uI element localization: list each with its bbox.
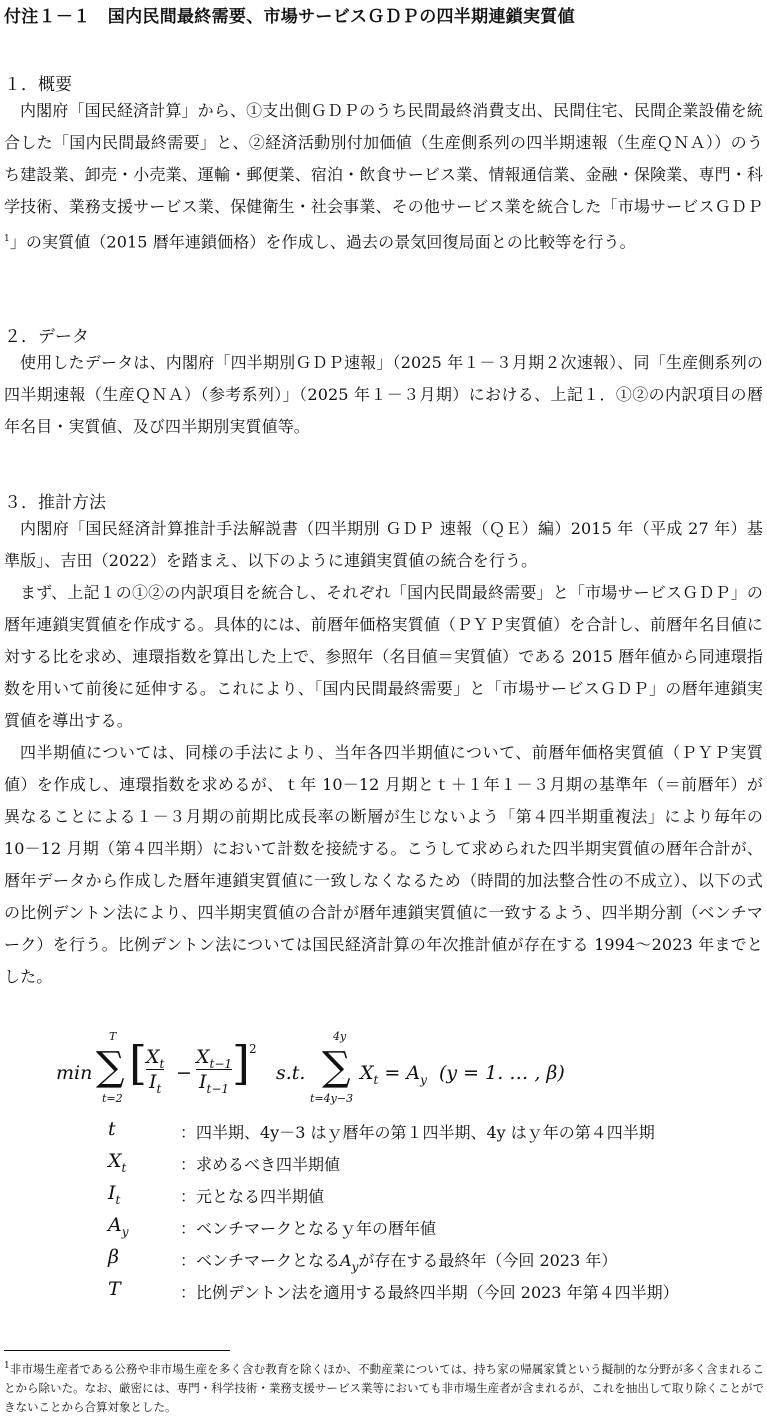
section-heading-data: ２．データ [4,327,89,347]
definition-symbol: $I_t$ [108,1182,121,1207]
formula-subject-to: s.t. [276,1062,306,1084]
definition-symbol: $A_y$ [108,1214,129,1239]
definition-row [108,1150,758,1180]
footnote [4,1357,764,1417]
definition-text: ：元となる四半期値 [180,1187,325,1206]
fraction-numerator-prev: $X_{t-1}$ [196,1046,233,1071]
document-title: 付注１－１ 国内民間最終需要、市場サービスＧＤＰの四半期連鎖実質値 [4,7,575,27]
sum2-sigma: ∑ [322,1044,351,1090]
footnote-marker: 1 [4,1361,10,1371]
section-heading-method: ３．推計方法 [4,493,106,513]
fraction-denominator-prev: $I_{t-1}$ [199,1071,230,1096]
right-bracket: ] [232,1036,250,1090]
definition-symbol: t [108,1118,116,1140]
formula-min: min [56,1062,93,1084]
definition-row [108,1278,758,1308]
fraction-xprev-iprev [196,1046,233,1096]
footnote-reference[interactable]: 1 [4,234,10,244]
definition-text: ：四半期、4y－3 はｙ暦年の第１四半期、4y はｙ年の第４四半期 [180,1123,655,1142]
sum2-lower-limit: t=4y−3 [310,1092,354,1105]
sum1-sigma: ∑ [96,1044,125,1090]
sum1-lower-limit: t=2 [102,1092,123,1105]
overview-text-before-note: 内閣府「国民経済計算」から、①支出側ＧＤＰのうち民間最終消費支出、民間住宅、民間企業設備を統合した「国内民間最終需要」と、②経済活動別付加価値（生産側系列の四半期速報（生産ＱＮＡ））のうち建設業、卸売・小売業、運輸・郵便業、宿泊・飲食サービス業、情報通信業、金融・保険業、専門・科学技術、業務支援サービス業、保健衛生・社会事業、その他サービス業を統合した「市場サービスＧＤＰ [4,101,763,216]
definition-row [108,1214,758,1244]
sum2-upper-limit: 4y [333,1030,347,1043]
definition-text: ：求めるべき四半期値 [180,1155,341,1174]
definition-text: ：ベンチマークとなる$A_y$が存在する最終年（今回 2023 年） [180,1251,618,1274]
left-bracket: [ [129,1036,147,1090]
definition-row [108,1118,758,1148]
method-paragraph-2: まず、上記１の①②の内訳項目を統合し、それぞれ「国内民間最終需要」と「市場サービスＧＤＰ」の暦年連鎖実質値を作成する。具体的には、前暦年価格実質値（ＰＹＰ実質値）を合計し、前暦年名目値に対する比を求め、連環指数を算出した上で、参照年（名目値＝実質値）である 2015 暦年値から同連環指数を用いて前後に延伸する。これにより、「国内民間最終需要」と「市場サービスＧＤＰ」の暦年連鎖実質値を導出する。 [4,583,763,730]
formula-minus: − [176,1062,192,1084]
definition-symbol: $X_t$ [108,1150,127,1175]
definition-row [108,1182,758,1212]
fraction-denominator: $I_t$ [149,1071,162,1096]
definition-row [108,1246,758,1276]
definition-text: ：ベンチマークとなるｙ年の暦年値 [180,1219,437,1238]
data-paragraph: 使用したデータは、内閣府「四半期別ＧＤＰ速報」（2025 年１－３月期２次速報）、同「生産側系列の四半期速報（生産ＱＮＡ）（参考系列）」（2025 年１－３月期）における、上記１．①②の内訳項目の暦年名目・実質値、及び四半期別実質値等。 [4,353,763,436]
method-paragraph-1: 内閣府「国民経済計算推計手法解説書（四半期別 ＧＤＰ 速報（ＱＥ）編）2015 年（平成 27 年）基準版」、吉田（2022）を踏まえ、以下のように連鎖実質値の統合を行う。 [4,519,763,570]
sum1-upper-limit: T [109,1030,117,1043]
method-paragraph-3: 四半期値については、同様の手法により、当年各四半期値について、前暦年価格実質値（ＰＹＰ実質値）を作成し、連環指数を求めるが、ｔ年 10－12 月期とｔ＋１年１－３月期の基準年（＝前暦年）が異なることによる１－３月期の前期比成長率の断層が生じないよう「第４四半期重複法」により毎年の 10－12 月期（第４四半期）において計数を接続する。こうして求められた四半期実質値の暦年合計が、暦年データから作成した暦年連鎖実質値に一致しなくなるため（時間的加法整合性の不成立）、以下の式の比例デントン法により、四半期実質値の合計が暦年連鎖実質値に一致するよう、四半期分割（ベンチマーク）を行う。比例デントン法については国民経済計算の年次推計値が存在する 1994～2023 年までとした。 [4,743,763,986]
fraction-numerator: $X_t$ [146,1046,165,1071]
fraction-xt-it [146,1046,165,1096]
definition-text: ：比例デントン法を適用する最終四半期（今回 2023 年第４四半期） [180,1283,679,1302]
formula-rhs: $X_t = A_y$ (y = 1. … , β) [360,1062,565,1087]
formula-square: 2 [249,1042,257,1056]
definition-symbol: β [108,1246,119,1268]
footnote-separator [4,1350,230,1351]
footnote-text: 非市場生産者である公務や非市場生産を多く含む教育を除くほか、不動産業については、持ち家の帰属家賃という擬制的な分野が多く含まれることから除いた。なお、厳密には、専門・科学技術・業務支援サービス業等においても非市場生産者が含まれるが、これを抽出して取り除くことができないことから合算対象とした。 [4,1361,764,1414]
section-heading-overview: １．概要 [4,75,72,95]
overview-paragraph [4,95,763,258]
definition-symbol: T [108,1278,121,1300]
overview-text-after-note: 」の実質値（2015 暦年連鎖価格）を作成し、過去の景気回復局面との比較等を行う。 [9,232,636,252]
